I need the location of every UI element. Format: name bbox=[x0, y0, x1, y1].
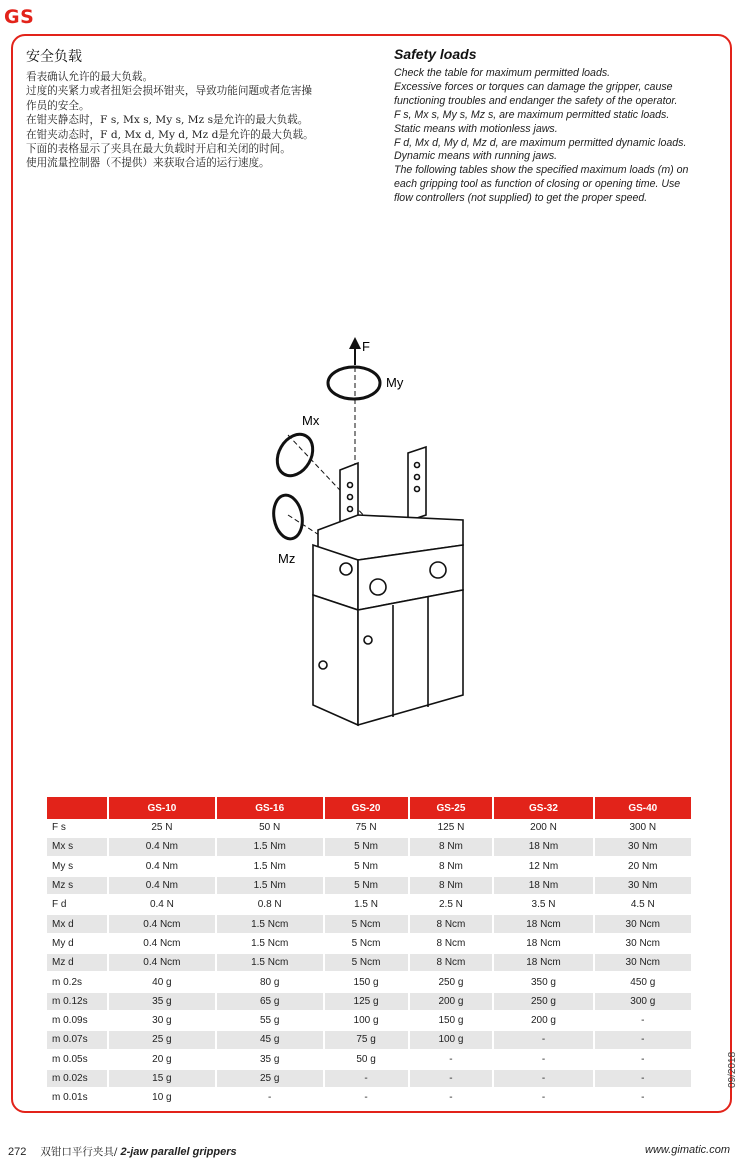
table-row bbox=[47, 992, 691, 1011]
table-header-row bbox=[47, 797, 691, 819]
value-cell: 5 Ncm bbox=[324, 953, 409, 972]
value-cell: 5 Ncm bbox=[324, 934, 409, 953]
value-cell: 1.5 Nm bbox=[216, 837, 324, 856]
row-label-cell: Mx d bbox=[47, 914, 108, 933]
table-row bbox=[47, 1088, 691, 1107]
value-cell: 200 g bbox=[493, 1011, 593, 1030]
cn-line: 看表确认允许的最大负载。 bbox=[26, 71, 154, 83]
header-model-cell: GS-25 bbox=[409, 797, 494, 819]
header-corner-cell bbox=[47, 797, 108, 819]
row-label-cell: m 0.05s bbox=[47, 1050, 108, 1069]
chinese-title: 安全负载 bbox=[26, 49, 82, 65]
value-cell: 125 N bbox=[409, 819, 494, 837]
value-cell: - bbox=[594, 1069, 691, 1088]
value-cell: - bbox=[594, 1088, 691, 1107]
row-label-cell: m 0.01s bbox=[47, 1088, 108, 1107]
value-cell: 8 Nm bbox=[409, 837, 494, 856]
value-cell: 25 N bbox=[108, 819, 216, 837]
value-cell: 1.5 Ncm bbox=[216, 934, 324, 953]
row-label-cell: m 0.12s bbox=[47, 992, 108, 1011]
value-cell: 200 g bbox=[409, 992, 494, 1011]
value-cell: 8 Ncm bbox=[409, 953, 494, 972]
right-jaw bbox=[408, 447, 426, 521]
value-cell: 20 Nm bbox=[594, 857, 691, 876]
value-cell: 30 Ncm bbox=[594, 934, 691, 953]
value-cell: 45 g bbox=[216, 1030, 324, 1049]
page-number: 272 bbox=[8, 1146, 27, 1158]
value-cell: 8 Nm bbox=[409, 876, 494, 895]
en-line: Excessive forces or torques can damage the gripper, cause bbox=[394, 80, 673, 93]
gripper-body bbox=[313, 447, 463, 725]
table-row bbox=[47, 876, 691, 895]
en-line: functioning troubles and endanger the safety of the operator. bbox=[394, 94, 678, 107]
value-cell: 25 g bbox=[108, 1030, 216, 1049]
cn-line: 使用流量控制器（不提供）来获取合适的运行速度。 bbox=[26, 157, 270, 170]
value-cell: 200 N bbox=[493, 819, 593, 837]
value-cell: - bbox=[324, 1069, 409, 1088]
value-cell: 1.5 Ncm bbox=[216, 953, 324, 972]
chinese-section bbox=[26, 46, 376, 171]
value-cell: 250 g bbox=[409, 972, 494, 991]
value-cell: 30 g bbox=[108, 1011, 216, 1030]
value-cell: 4.5 N bbox=[594, 895, 691, 914]
row-label-cell: m 0.02s bbox=[47, 1069, 108, 1088]
value-cell: 0.4 Ncm bbox=[108, 953, 216, 972]
en-line: Check the table for maximum permitted loads. bbox=[394, 67, 611, 79]
value-cell: 40 g bbox=[108, 972, 216, 991]
value-cell: 0.4 Ncm bbox=[108, 914, 216, 933]
value-cell: - bbox=[594, 1030, 691, 1049]
value-cell: - bbox=[409, 1088, 494, 1107]
value-cell: 75 N bbox=[324, 819, 409, 837]
value-cell: - bbox=[594, 1050, 691, 1069]
en-line: F s, Mx s, My s, Mz s, are maximum permitted static loads. bbox=[394, 108, 670, 121]
value-cell: - bbox=[216, 1088, 324, 1107]
table-row bbox=[47, 1030, 691, 1049]
english-section bbox=[394, 46, 729, 206]
row-label-cell: Mz s bbox=[47, 876, 108, 895]
value-cell: 50 g bbox=[324, 1050, 409, 1069]
value-cell: - bbox=[409, 1069, 494, 1088]
value-cell: 35 g bbox=[108, 992, 216, 1011]
header-model-cell: GS-40 bbox=[594, 797, 691, 819]
value-cell: 8 Nm bbox=[409, 857, 494, 876]
en-line: Static means with motionless jaws. bbox=[394, 122, 558, 135]
edition-date: 09/2018 bbox=[727, 1051, 738, 1088]
table-row bbox=[47, 1050, 691, 1069]
value-cell: - bbox=[594, 1011, 691, 1030]
row-label-cell: F d bbox=[47, 895, 108, 914]
value-cell: 30 Ncm bbox=[594, 953, 691, 972]
table-row bbox=[47, 953, 691, 972]
header-model-cell: GS-16 bbox=[216, 797, 324, 819]
label-mx: Mx bbox=[302, 413, 320, 428]
table-row bbox=[47, 819, 691, 837]
gripper-diagram bbox=[258, 335, 498, 730]
value-cell: 5 Nm bbox=[324, 837, 409, 856]
safety-loads-table bbox=[47, 797, 691, 1108]
table-row bbox=[47, 1011, 691, 1030]
label-my: My bbox=[386, 375, 404, 390]
value-cell: - bbox=[409, 1050, 494, 1069]
table-row bbox=[47, 972, 691, 991]
footer-left bbox=[8, 1144, 237, 1159]
value-cell: 18 Ncm bbox=[493, 934, 593, 953]
english-body bbox=[394, 67, 729, 206]
value-cell: 30 Ncm bbox=[594, 914, 691, 933]
value-cell: 100 g bbox=[409, 1030, 494, 1049]
mx-rotation-icon bbox=[270, 428, 320, 482]
brand-title: GS bbox=[4, 6, 35, 28]
row-label-cell: My d bbox=[47, 934, 108, 953]
value-cell: 18 Ncm bbox=[493, 914, 593, 933]
value-cell: 150 g bbox=[324, 972, 409, 991]
value-cell: 18 Nm bbox=[493, 876, 593, 895]
value-cell: 350 g bbox=[493, 972, 593, 991]
footer-website: www.gimatic.com bbox=[645, 1144, 730, 1156]
table-row bbox=[47, 895, 691, 914]
value-cell: - bbox=[493, 1088, 593, 1107]
value-cell: 300 g bbox=[594, 992, 691, 1011]
row-label-cell: My s bbox=[47, 857, 108, 876]
cn-line: 在钳夹静态时，F s, Mx s, My s, Mz s是允许的最大负载。 bbox=[26, 114, 309, 127]
value-cell: 8 Ncm bbox=[409, 934, 494, 953]
cn-line: 在钳夹动态时，F d, Mx d, My d, Mz d是允许的最大负载。 bbox=[26, 128, 314, 141]
footer-title-en: 2-jaw parallel grippers bbox=[117, 1146, 237, 1158]
value-cell: 1.5 Nm bbox=[216, 876, 324, 895]
value-cell: 125 g bbox=[324, 992, 409, 1011]
value-cell: - bbox=[493, 1069, 593, 1088]
table-row bbox=[47, 914, 691, 933]
value-cell: 250 g bbox=[493, 992, 593, 1011]
table-row bbox=[47, 1069, 691, 1088]
english-title: Safety loads bbox=[394, 46, 477, 62]
value-cell: 150 g bbox=[409, 1011, 494, 1030]
value-cell: 80 g bbox=[216, 972, 324, 991]
header-model-cell: GS-32 bbox=[493, 797, 593, 819]
row-label-cell: Mz d bbox=[47, 953, 108, 972]
value-cell: 2.5 N bbox=[409, 895, 494, 914]
mz-rotation-icon bbox=[270, 493, 305, 541]
value-cell: 5 Ncm bbox=[324, 914, 409, 933]
row-label-cell: m 0.09s bbox=[47, 1011, 108, 1030]
label-mz: Mz bbox=[278, 551, 296, 566]
cn-line: 下面的表格显示了夹具在最大负载时开启和关闭的时间。 bbox=[26, 143, 291, 156]
value-cell: 0.4 Nm bbox=[108, 857, 216, 876]
value-cell: 10 g bbox=[108, 1088, 216, 1107]
value-cell: 35 g bbox=[216, 1050, 324, 1069]
chinese-body bbox=[26, 70, 376, 171]
my-rotation-icon bbox=[328, 367, 380, 399]
cn-line: 过度的夹紧力或者扭矩会损坏钳夹，导致功能问题或者危害操 bbox=[26, 85, 313, 98]
table-row bbox=[47, 837, 691, 856]
value-cell: 12 Nm bbox=[493, 857, 593, 876]
value-cell: 20 g bbox=[108, 1050, 216, 1069]
row-label-cell: Mx s bbox=[47, 837, 108, 856]
row-label-cell: m 0.2s bbox=[47, 972, 108, 991]
value-cell: 450 g bbox=[594, 972, 691, 991]
value-cell: 1.5 N bbox=[324, 895, 409, 914]
value-cell: - bbox=[324, 1088, 409, 1107]
value-cell: 50 N bbox=[216, 819, 324, 837]
row-label-cell: F s bbox=[47, 819, 108, 837]
value-cell: 5 Nm bbox=[324, 857, 409, 876]
value-cell: 15 g bbox=[108, 1069, 216, 1088]
value-cell: 0.4 Nm bbox=[108, 837, 216, 856]
label-f: F bbox=[362, 339, 370, 354]
en-line: The following tables show the specified maximum loads (m) on bbox=[394, 164, 689, 177]
value-cell: 8 Ncm bbox=[409, 914, 494, 933]
value-cell: 1.5 Nm bbox=[216, 857, 324, 876]
value-cell: 0.4 Nm bbox=[108, 876, 216, 895]
value-cell: 30 Nm bbox=[594, 876, 691, 895]
value-cell: 5 Nm bbox=[324, 876, 409, 895]
footer-title-cn: 双钳口平行夹具/ bbox=[40, 1146, 118, 1158]
row-label-cell: m 0.07s bbox=[47, 1030, 108, 1049]
value-cell: 1.5 Ncm bbox=[216, 914, 324, 933]
value-cell: 18 Nm bbox=[493, 837, 593, 856]
value-cell: 65 g bbox=[216, 992, 324, 1011]
value-cell: 30 Nm bbox=[594, 837, 691, 856]
value-cell: 55 g bbox=[216, 1011, 324, 1030]
value-cell: 0.4 N bbox=[108, 895, 216, 914]
value-cell: 3.5 N bbox=[493, 895, 593, 914]
en-line: Dynamic means with running jaws. bbox=[394, 150, 558, 163]
value-cell: 0.8 N bbox=[216, 895, 324, 914]
value-cell: 100 g bbox=[324, 1011, 409, 1030]
en-line: each gripping tool as function of closing or opening time. Use bbox=[394, 178, 681, 191]
value-cell: 18 Ncm bbox=[493, 953, 593, 972]
en-line: F d, Mx d, My d, Mz d, are maximum permitted dynamic loads. bbox=[394, 136, 687, 149]
header-model-cell: GS-20 bbox=[324, 797, 409, 819]
value-cell: 25 g bbox=[216, 1069, 324, 1088]
value-cell: 75 g bbox=[324, 1030, 409, 1049]
en-line: flow controllers (not supplied) to get the proper speed. bbox=[394, 192, 648, 205]
header-model-cell: GS-10 bbox=[108, 797, 216, 819]
value-cell: 0.4 Ncm bbox=[108, 934, 216, 953]
value-cell: - bbox=[493, 1050, 593, 1069]
table-row bbox=[47, 857, 691, 876]
cn-line: 作员的安全。 bbox=[26, 99, 90, 112]
value-cell: 300 N bbox=[594, 819, 691, 837]
table-row bbox=[47, 934, 691, 953]
value-cell: - bbox=[493, 1030, 593, 1049]
